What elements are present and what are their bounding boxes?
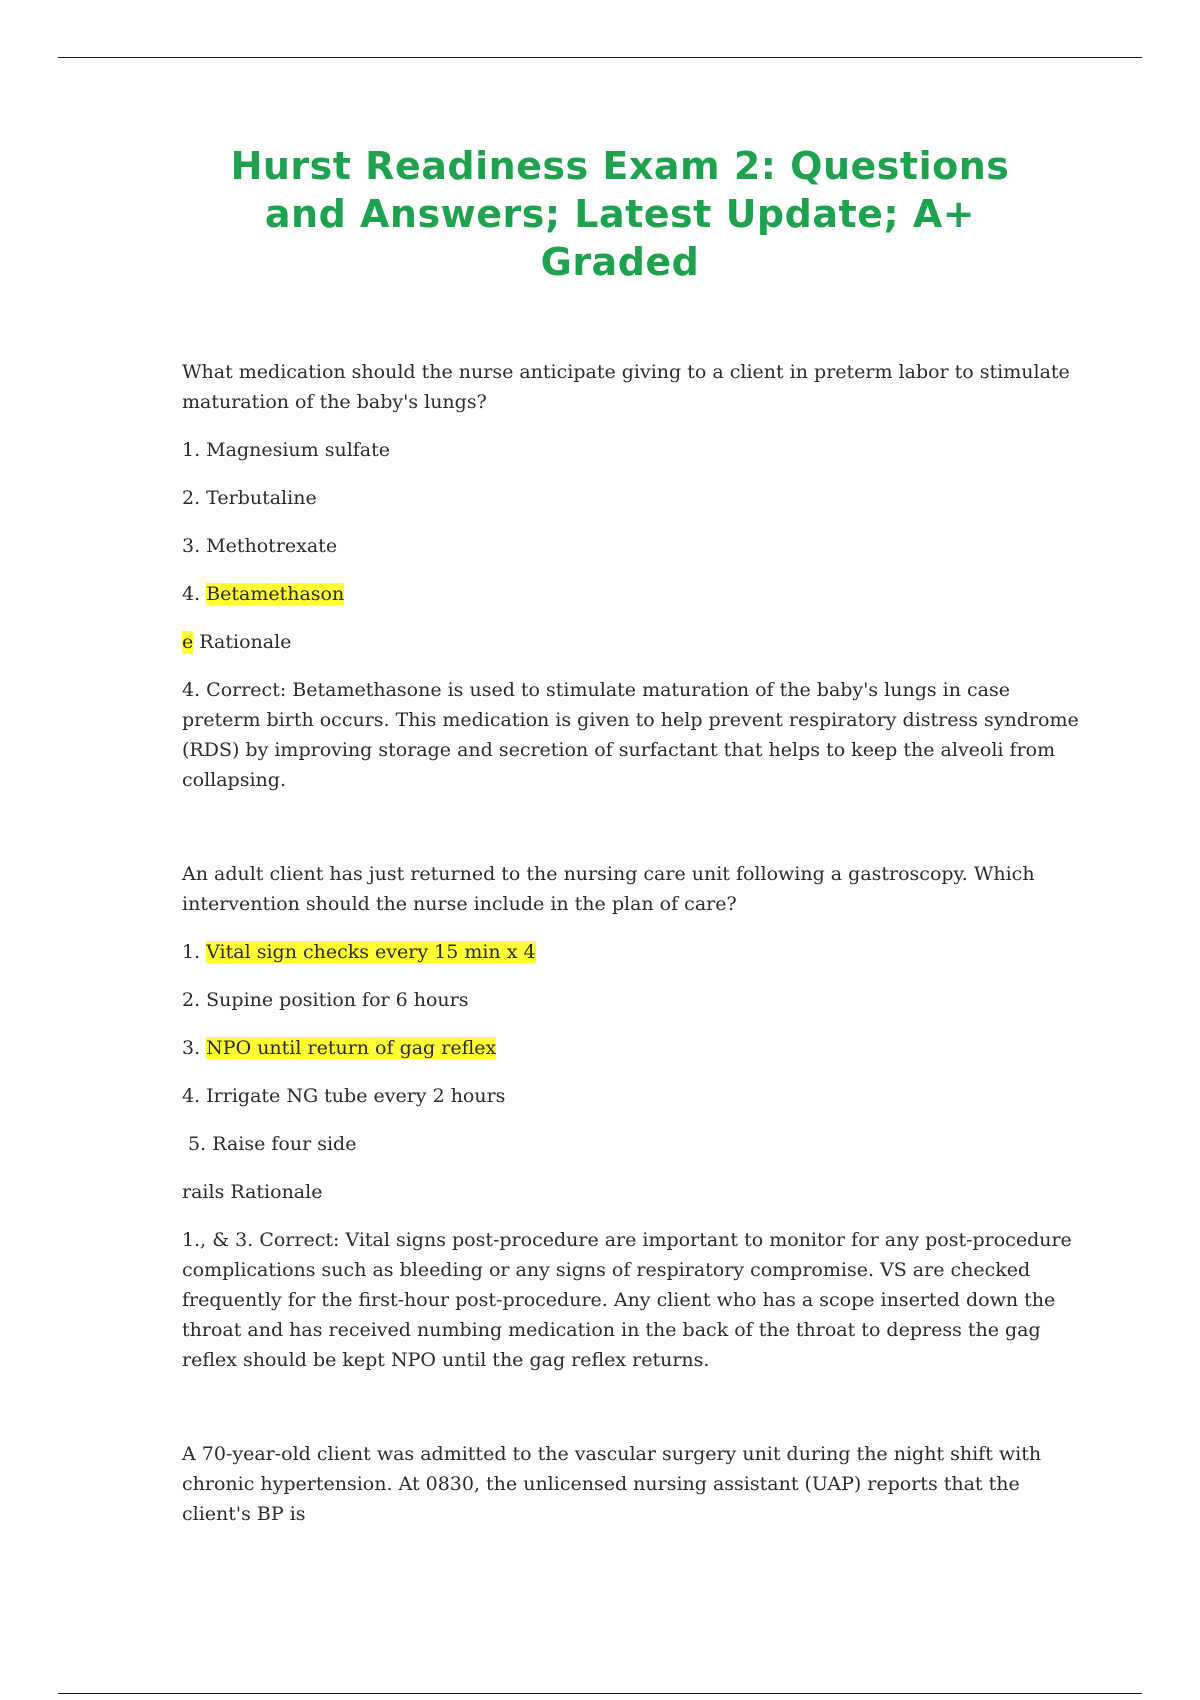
question-stem-line: intervention should the nurse include in the plan of care? <box>182 893 737 915</box>
answer-option-correct <box>182 1033 1062 1063</box>
highlighted-answer: e <box>182 631 194 653</box>
highlighted-answer: Vital sign checks every 15 min x 4 <box>206 941 536 963</box>
document-title <box>200 142 1040 286</box>
answer-option: 4. Irrigate NG tube every 2 hours <box>182 1085 506 1107</box>
rationale-line: frequently for the first-hour post-procedure. Any client who has a scope inserted down the <box>182 1289 1056 1311</box>
rationale-line: collapsing. <box>182 769 286 791</box>
highlighted-answer: Betamethason <box>206 583 345 605</box>
rationale-label: Rationale <box>193 631 292 653</box>
option-number: 4. <box>182 583 207 605</box>
rationale-line: complications such as bleeding or any signs of respiratory compromise. VS are checked <box>182 1259 1031 1281</box>
title-line: and Answers; Latest Update; A+ <box>264 192 976 236</box>
rationale-heading <box>182 627 1062 657</box>
question-1 <box>182 357 1079 795</box>
question-stem-line: A 70-year-old client was admitted to the vascular surgery unit during the night shift with <box>182 1443 1042 1465</box>
question-stem-line: maturation of the baby's lungs? <box>182 391 487 413</box>
question-stem-line: client's BP is <box>182 1503 306 1525</box>
answer-option: 2. Supine position for 6 hours <box>182 989 469 1011</box>
question-stem-line: An adult client has just returned to the nursing care unit following a gastroscopy. Which <box>182 863 1035 885</box>
option-number: 1. <box>182 941 207 963</box>
option-number: 3. <box>182 1037 207 1059</box>
rationale-heading: rails Rationale <box>182 1181 323 1203</box>
rationale-line: preterm birth occurs. This medication is given to help prevent respiratory distress syndrome <box>182 709 1079 731</box>
question-2 <box>182 859 1072 1375</box>
answer-option: 5. Raise four side <box>182 1133 357 1155</box>
answer-option: 2. Terbutaline <box>182 487 317 509</box>
question-3 <box>182 1439 1062 1529</box>
rationale-line: 1., & 3. Correct: Vital signs post-procedure are important to monitor for any post-procedure <box>182 1229 1072 1251</box>
rationale-line: (RDS) by improving storage and secretion of surfactant that helps to keep the alveoli from <box>182 739 1056 761</box>
answer-option: 3. Methotrexate <box>182 535 338 557</box>
title-line: Hurst Readiness Exam 2: Questions <box>230 144 1010 188</box>
top-rule <box>58 57 1142 58</box>
answer-option-correct <box>182 937 1062 967</box>
answer-option-correct <box>182 579 1062 609</box>
title-line: Graded <box>540 240 700 284</box>
answer-option: 1. Magnesium sulfate <box>182 439 391 461</box>
rationale-line: reflex should be kept NPO until the gag reflex returns. <box>182 1349 710 1371</box>
bottom-rule <box>58 1693 1142 1694</box>
highlighted-answer: NPO until return of gag reflex <box>206 1037 497 1059</box>
document-body <box>182 357 1079 1529</box>
question-stem-line: What medication should the nurse anticipate giving to a client in preterm labor to stimulate <box>182 361 1070 383</box>
rationale-line: throat and has received numbing medication in the back of the throat to depress the gag <box>182 1319 1041 1341</box>
question-stem-line: chronic hypertension. At 0830, the unlicensed nursing assistant (UAP) reports that the <box>182 1473 1020 1495</box>
rationale-line: 4. Correct: Betamethasone is used to stimulate maturation of the baby's lungs in case <box>182 679 1011 701</box>
